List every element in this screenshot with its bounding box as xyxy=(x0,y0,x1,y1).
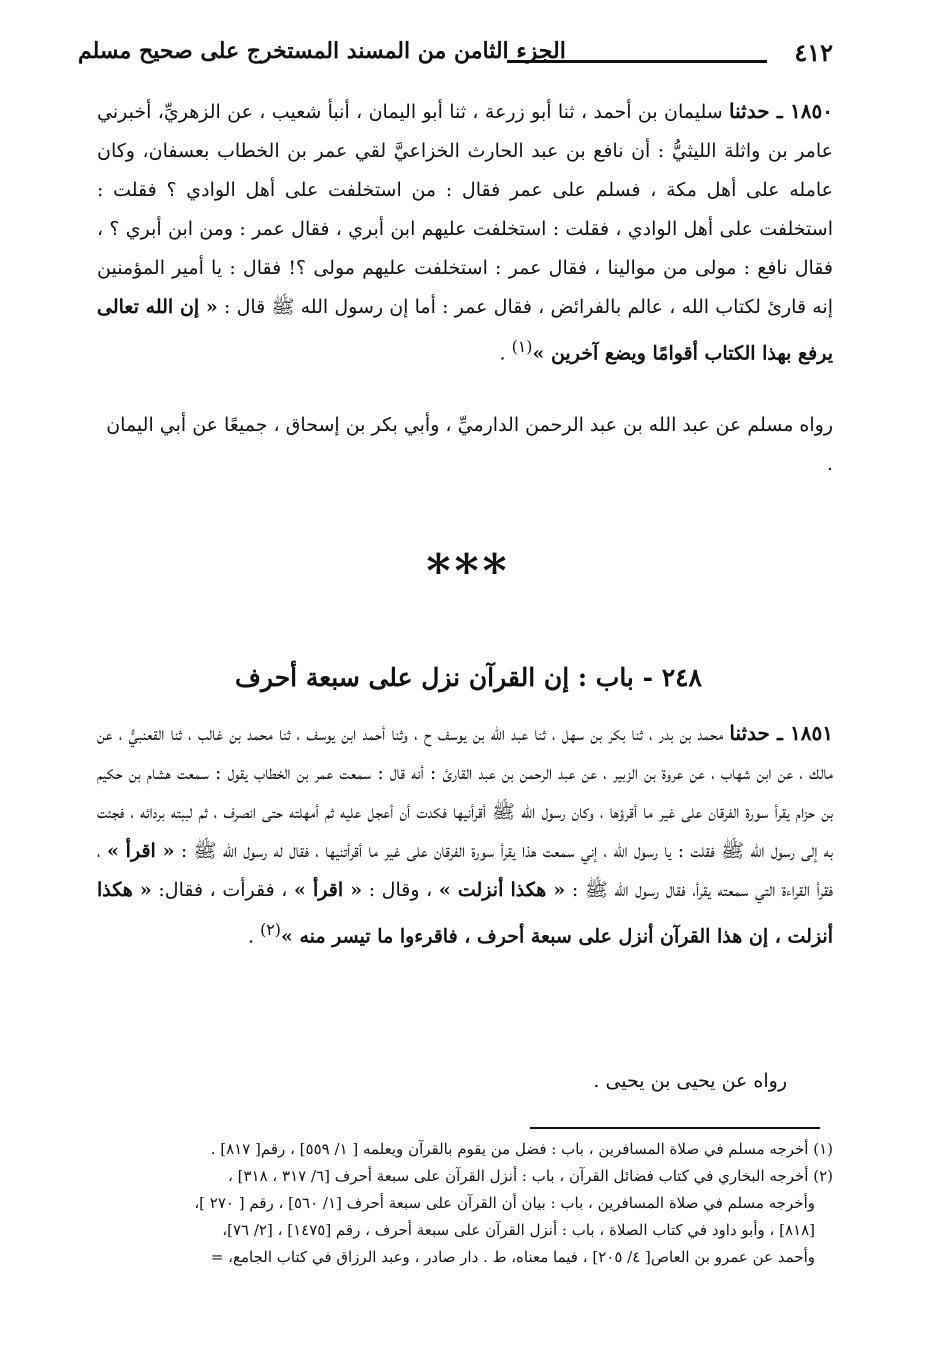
prophetic-quote: « اقرأ » xyxy=(106,840,175,862)
hadith-end: . xyxy=(499,342,512,365)
footnote-line: (١) أخرجه مسلم في صلاة المسافرين ، باب : فضل من يقوم بالقرآن ويعلمه [ ١/ ٥٥٩] ، رقم[ ٨١٧] . xyxy=(210,1140,833,1158)
hadith-number: ١٨٥٠ ـ حدثنا xyxy=(729,99,833,123)
hadith-end: . xyxy=(248,925,261,948)
hadith-text: ، فقرأت ، فقال: xyxy=(151,879,294,901)
book-title: الجزء الثامن من المسند المستخرج على صحيح مسلم xyxy=(78,38,566,64)
prophetic-quote: « اقرأ » xyxy=(293,879,363,901)
chapter-heading: ٢٤٨ - باب : إن القرآن نزل على سبعة أحرف xyxy=(235,663,702,692)
footnotes xyxy=(97,1136,833,1271)
hadith-text: ، فقرأ القراءة التي سمعته يقرأ، فقال رسول الله ﷺ : xyxy=(97,840,834,901)
hadith-text: سليمان بن أحمد ، ثنا أبو زرعة ، ثنا أبو اليمان ، أنبأ شعيب ، عن الزهريِّ، أخبرني عامر بن واثلة الليثيُّ : أن نافع بن عبد الحارث الخزاعيَّ لقي عمر بن الخطاب بعسفان، وكان عامله على أهل مكة ، فسلم على عمر فقال : من استخلفت على أهل الوادي ؟ فقلت : استخلفت على أهل الوادي ، فقلت : استخلفت عليهم ابن أبري ، فقال عمر : ومن ابن أبري ؟ ، فقال نافع : مولى من موالينا ، فقال عمر : استخلفت عليهم مولى ؟! فقال : يا أمير المؤمنين إنه قارئ لكتاب الله ، عالم بالفرائض ، فقال عمر : أما إن رسول الله ﷺ قال : xyxy=(97,101,833,318)
narration-1850: رواه مسلم عن عبد الله بن عبد الرحمن الدارميِّ ، وأبي بكر بن إسحاق ، جميعًا عن أبي اليمان . xyxy=(106,414,833,475)
section-separator: *** xyxy=(426,544,511,598)
footnote-ref: (٢) xyxy=(260,920,281,939)
footnote-line: وأخرجه مسلم في صلاة المسافرين ، باب : بيان أن القرآن على سبعة أحرف [١/ ٥٦٠] ، رقم [ ٢٧٠ ]، xyxy=(194,1194,815,1212)
footnote-rule xyxy=(530,1127,820,1129)
running-header xyxy=(78,38,833,78)
prophetic-quote: « إن الله تعالى يرفع بهذا الكتاب أقوامًا ويضع آخرين » xyxy=(97,296,833,365)
footnote-line: وأحمد عن عمرو بن العاص[ ٤/ ٢٠٥] ، فيما معناه، ط . دار صادر ، وعبد الرزاق في كتاب الجامع، = xyxy=(210,1248,815,1266)
narration-1851: رواه عن يحيى بن يحيى . xyxy=(593,1070,787,1092)
page-number: ٤١٢ xyxy=(794,38,833,67)
hadith-number: ١٨٥١ ـ حدثنا xyxy=(729,721,833,745)
prophetic-quote: « هكذا أنزلت » xyxy=(438,879,566,901)
footnote-line: (٢) أخرجه البخاري في كتاب فضائل القرآن ، باب : أنزل القرآن على سبعة أحرف [٦/ ٣١٧ ، ٣١٨] ، xyxy=(228,1167,833,1185)
hadith-1850 xyxy=(97,92,833,373)
hadith-1851 xyxy=(97,714,833,956)
footnote-ref: (١) xyxy=(511,337,533,356)
hadith-text: محمد بن بدر ، ثنا بكر بن سهل ، ثنا عبد الله بن يوسف ح ، وثنا أحمد ابن يوسف ، ثنا محمد بن غالب ، ثنا القعنبيُّ ، عن مالك ، عن ابن شهاب ، عن عروة بن الزبير ، عن عبد الرحمن بن عبد القارئ : أنه قال : سمعت عمر بن الخطاب يقول : سمعت هشام بن حكيم بن حزام يقرأ سورة الفرقان على غير ما أقرؤها ، وكان رسول الله ﷺ أقرأنيها فكدت أن أعجل عليه ثم أمهلته حتى انصرف ، ثم لببته بردائه ، فجئت به إلى رسول الله ﷺ فقلت : يا رسول الله ، إني سمعت هذا يقرأ سورة الفرقان على غير ما أقرأتنيها ، فقال له رسول الله ﷺ : xyxy=(97,723,833,862)
prophetic-quote: « هكذا أنزلت ، إن هذا القرآن أنزل على سبعة أحرف ، فاقرءوا ما تيسر منه » xyxy=(97,879,833,948)
hadith-text: ، وقال : xyxy=(362,879,439,901)
footnote-line: [٨١٨] ، وأبو داود في كتاب الصلاة ، باب : أنزل القرآن على سبعة أحرف ، رقم [١٤٧٥] ، [٢/ ٧٦]، xyxy=(222,1221,815,1239)
